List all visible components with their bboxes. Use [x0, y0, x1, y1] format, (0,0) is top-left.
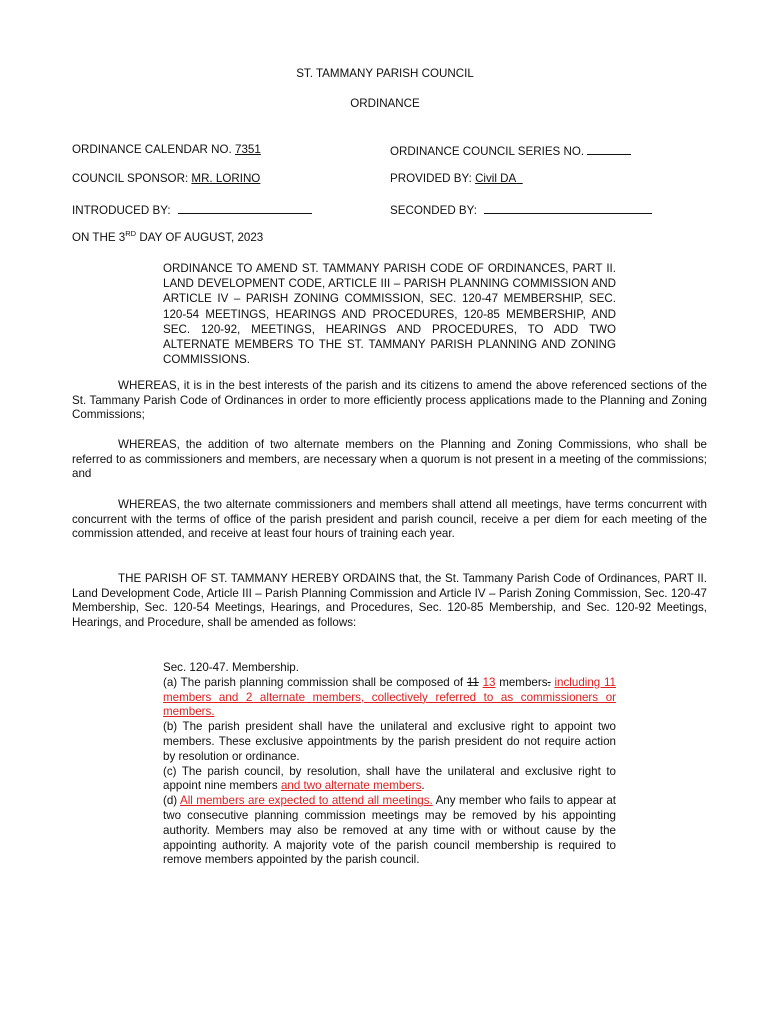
calendar-label: ORDINANCE CALENDAR NO.	[72, 143, 232, 156]
introduced-by-line	[72, 202, 312, 219]
struck-member-count: 11	[466, 675, 479, 689]
inserted-alternate-clause: including 11 members and 2 alternate members, collectively referred to as commissioners or members.	[163, 675, 616, 719]
date-line	[72, 231, 263, 246]
council-heading: ST. TAMMANY PARISH COUNCIL	[296, 67, 474, 80]
council-series-line	[390, 143, 631, 160]
calendar-number-line	[72, 143, 261, 158]
sponsor-name: MR. LORINO	[191, 172, 261, 185]
provided-by-line	[390, 172, 523, 187]
date-ordinal: RD	[125, 229, 137, 239]
seconded-by-line	[390, 202, 652, 219]
inserted-member-count: 13	[482, 675, 496, 689]
whereas-paragraph-2: WHEREAS, the addition of two alternate members on the Planning and Zoning Commissions, who shall be referred to as commissioners and members, are necessary when a quorum is not present in a meeting of the commissions; and	[72, 438, 707, 480]
whereas-paragraph-1: WHEREAS, it is in the best interests of the parish and its citizens to amend the above referenced sections of the St. Tammany Parish Code of Ordinances in order to more efficiently process applications made to the Planning and Zoning Commissions;	[72, 379, 707, 421]
subsection-d: (d) All members are expected to attend all meetings. Any member who fails to appear at two consecutive planning commission meetings may be removed by his appointing authority. Members may also be removed at any time with or without cause by the appointing authority. A majority vote of the parish council membership is required to remove members appointed by the parish council.	[163, 794, 616, 867]
document-type-heading: ORDINANCE	[350, 97, 420, 110]
sponsor-label: COUNCIL SPONSOR:	[72, 172, 189, 185]
subsection-c: (c) The parish council, by resolution, shall have the unilateral and exclusive right to appoint nine members and two alternate members.	[163, 764, 616, 793]
inserted-alternate-members: and two alternate members	[280, 779, 422, 793]
date-suffix: DAY OF AUGUST, 2023	[136, 231, 264, 244]
council-sponsor-line	[72, 172, 260, 187]
struck-period: .	[547, 675, 551, 689]
provided-label: PROVIDED BY:	[390, 172, 472, 185]
section-heading: Sec. 120-47. Membership.	[163, 661, 299, 674]
subsection-a: (a) The parish planning commission shall be composed of 11 13 members. including 11 members and 2 alternate members, collectively referred to as commissioners or members.	[163, 675, 616, 719]
series-label: ORDINANCE COUNCIL SERIES NO.	[390, 145, 585, 158]
inserted-attendance-clause: All members are expected to attend all meetings.	[179, 794, 433, 808]
introduced-label: INTRODUCED BY:	[72, 204, 171, 217]
seconded-label: SECONDED BY:	[390, 204, 477, 217]
whereas-paragraph-3: WHEREAS, the two alternate commissioners and members shall attend all meetings, have terms concurrent with concurrent with the terms of office of the parish president and parish council, receive a per diem for each meeting of the commission attended, and receive at least four hours of training each year.	[72, 498, 707, 540]
provided-by-value: Civil DA	[475, 172, 517, 185]
date-prefix: ON THE 3	[72, 231, 126, 244]
introduced-by-blank	[178, 202, 312, 214]
seconded-by-blank	[484, 202, 652, 214]
ordinance-title: ORDINANCE TO AMEND ST. TAMMANY PARISH CODE OF ORDINANCES, PART II. LAND DEVELOPMENT CODE, ARTICLE III – PARISH PLANNING COMMISSION AND ARTICLE IV – PARISH ZONING COMMISSION, SEC. 120-47 MEMBERSHIP, SEC. 120-54 MEETINGS, HEARINGS AND PROCEDURES, 120-85 MEMBERSHIP, AND SEC. 120-92, MEETINGS, HEARINGS AND PROCEDURES, TO ADD TWO ALTERNATE MEMBERS TO THE ST. TAMMANY PARISH PLANNING AND ZONING COMMISSIONS.	[163, 262, 616, 367]
subsection-b: (b) The parish president shall have the unilateral and exclusive right to appoint two members. These exclusive appointments by the parish president do not require action by resolution or ordinance.	[163, 720, 616, 763]
series-number-blank	[587, 143, 631, 155]
calendar-number: 7351	[235, 143, 261, 156]
section-120-47	[163, 661, 616, 868]
ordains-paragraph: THE PARISH OF ST. TAMMANY HEREBY ORDAINS that, the St. Tammany Parish Code of Ordinances, PART II. Land Development Code, Article III – Parish Planning Commission and Article IV – Parish Zoning Commission, Sec. 120-47 Membership, Sec. 120-54 Meetings, Hearings, and Procedures, Sec. 120-85 Membership, and Sec. 120-92 Meetings, Hearings, and Procedure, shall be amended as follows:	[72, 572, 707, 629]
